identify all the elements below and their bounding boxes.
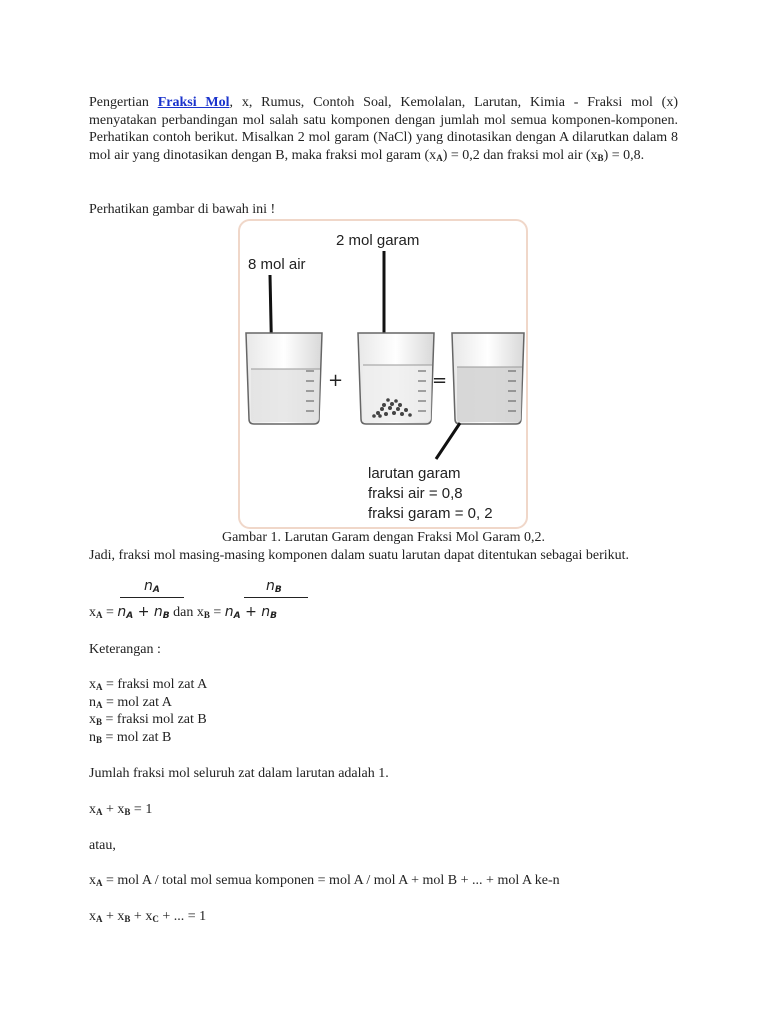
- atau-text: atau,: [89, 838, 116, 853]
- intro-text-end: ) = 0,8.: [603, 147, 645, 163]
- beaker-water: [246, 333, 322, 424]
- keterangan-item: $n_A$ = mol zat A: [89, 695, 172, 710]
- sum-equation-3: $x_A + x_B + x_C$ + ... = 1: [89, 909, 207, 924]
- beaker-solution: [452, 333, 524, 424]
- keterangan-item: $x_A$ = fraksi mol zat A: [89, 677, 208, 692]
- fraction-bar-b: [244, 597, 308, 598]
- keterangan-item: $x_B$ = fraksi mol zat B: [89, 712, 207, 727]
- fraksi-mol-link[interactable]: Fraksi Mol: [157, 95, 230, 110]
- perhatikan-text: Perhatikan gambar di bawah ini !: [89, 202, 276, 217]
- subscript-a: A: [436, 152, 443, 163]
- pointer-solution: [436, 423, 460, 459]
- jumlah-text: Jumlah fraksi mol seluruh zat dalam larutan adalah 1.: [89, 766, 389, 781]
- intro-paragraph: [89, 94, 678, 164]
- figure-caption: Gambar 1. Larutan Garam dengan Fraksi Mol Garam 0,2.: [221, 530, 546, 545]
- label-2-mol-garam: 2 mol garam: [336, 232, 420, 249]
- numerator-na: $n_A$: [144, 578, 160, 595]
- beaker-illustration: [240, 221, 526, 527]
- fraction-bar-a: [120, 597, 184, 598]
- jadi-text: Jadi, fraksi mol masing-masing komponen dalam suatu larutan dapat ditentukan sebagai berikut.: [89, 548, 630, 563]
- label-8-mol-air: 8 mol air: [248, 256, 306, 273]
- result-label-garam: fraksi garam = 0, 2: [368, 505, 493, 522]
- result-label-air: fraksi air = 0,8: [368, 485, 463, 502]
- formula-line: $x_A = n_A + n_B$ dan $x_B = n_A + n_B$: [89, 604, 278, 621]
- beaker-figure: [238, 219, 528, 529]
- equals-sign: =: [432, 370, 448, 391]
- result-label-larutan: larutan garam: [368, 465, 461, 482]
- sum-equation-1: $x_A + x_B = 1$: [89, 802, 153, 817]
- beaker-salt: [358, 333, 434, 424]
- sum-equation-2: $x_A$ = mol A / total mol semua komponen = mol A / mol A + mol B + ... + mol A ke-n: [89, 873, 560, 888]
- intro-text-mid: ) = 0,2 dan fraksi mol air (x: [442, 147, 598, 163]
- plus-sign: +: [328, 370, 344, 391]
- numerator-nb: $n_B$: [266, 578, 282, 595]
- intro-text-start: Pengertian: [89, 95, 158, 110]
- keterangan-item: $n_B$ = mol zat B: [89, 730, 172, 745]
- subscript-b: B: [597, 152, 604, 163]
- keterangan-title: Keterangan :: [89, 642, 161, 657]
- intro-text-body: , x, Rumus, Contoh Soal, Kemolalan, Larutan, Kimia - Fraksi mol (x) menyatakan perbandingan mol salah satu komponen dengan jumlah mol semua komponen-komponen. Perhatikan contoh berikut. Misalkan 2 mol garam (NaCl) yang dinotasikan dengan A dilarutkan dalam 8 mol air yang dinotasikan dengan B, maka fraksi mol garam (x: [89, 95, 678, 163]
